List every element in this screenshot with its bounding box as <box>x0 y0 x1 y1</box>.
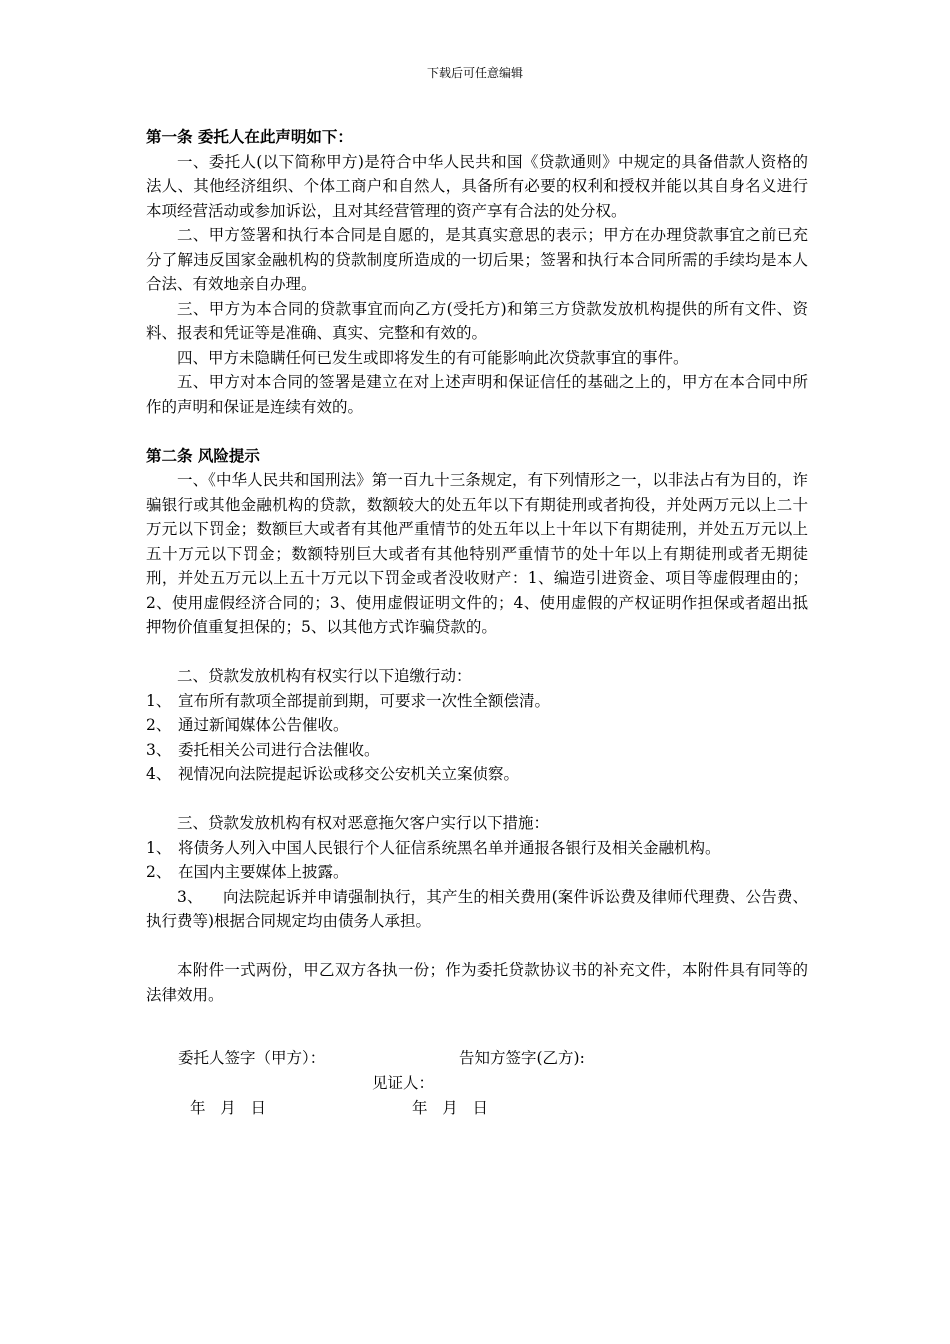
date-party-a: 年 月 日 <box>190 1099 267 1117</box>
list-item: 2、 通过新闻媒体公告催收。 <box>146 716 349 734</box>
section2-para2-intro: 二、贷款发放机构有权实行以下追缴行动： <box>177 667 472 685</box>
closing-paragraph: 本附件一式两份，甲乙双方各执一份；作为委托贷款协议书的补充文件，本附件具有同等的法律效用。 <box>146 961 808 1004</box>
list-item-wrapped: 3、 向法院起诉并申请强制执行，其产生的相关费用(案件诉讼费及律师代理费、公告费、执行费等)根据合同规定均由债务人承担。 <box>146 887 808 930</box>
section1-item-3: 三、甲方为本合同的贷款事宜而向乙方(受托方)和第三方贷款发放机构提供的所有文件、资料、报表和凭证等是准确、真实、完整和有效的。 <box>146 299 808 342</box>
section1-item-1: 一、委托人(以下简称甲方)是符合中华人民共和国《贷款通则》中规定的具备借款人资格的法人、其他经济组织、个体工商户和自然人，具备所有必要的权利和授权并能以其自身名义进行本项经营活动或参加诉讼，且对其经营管理的资产享有合法的处分权。 <box>146 152 808 220</box>
page-header: 下载后可任意编辑 <box>426 66 523 80</box>
list-item: 1、 将债务人列入中国人民银行个人征信系统黑名单并通报各银行及相关金融机构。 <box>146 838 721 857</box>
section1-item-2: 二、甲方签署和执行本合同是自愿的，是其真实意思的表示；甲方在办理贷款事宜之前已充分了解违反国家金融机构的贷款制度所造成的一切后果；签署和执行本合同所需的手续均是本人合法、有效地亲自办理。 <box>146 226 808 293</box>
section1-item-5: 五、甲方对本合同的签署是建立在对上述声明和保证信任的基础之上的，甲方在本合同中所作的声明和保证是连续有效的。 <box>146 373 808 416</box>
list-item: 4、 视情况向法院提起诉讼或移交公安机关立案侦察。 <box>146 765 520 783</box>
section1-title: 第一条 委托人在此声明如下： <box>146 127 353 146</box>
section1-item-4: 四、甲方未隐瞒任何已发生或即将发生的有可能影响此次贷款事宜的事件。 <box>177 348 689 367</box>
date-party-b: 年 月 日 <box>412 1099 489 1117</box>
list-item: 1、 宣布所有款项全部提前到期，可要求一次性全额偿清。 <box>146 691 551 710</box>
section2-para1: 一、《中华人民共和国刑法》第一百九十三条规定，有下列情形之一，以非法占有为目的，诈骗银行或其他金融机构的贷款，数额较大的处五年以下有期徒刑或者拘役，并处两万元以上二十万元以下罚金；数额巨大或者有其他严重情节的处五年以上十年以下有期徒刑，并处五万元以上五十万元以下罚金；数额特别巨大或者有其他特别严重情节的处十年以上有期徒刑或者无期徒刑，并处五万元以上五十万元以下罚金或者没收财产：1、编造引进资金、项目等虚假理由的；2、使用虚假经济合同的；3、使用虚假证明文件的；4、使用虚假的产权证明作担保或者超出抵押物价值重复担保的；5、以其他方式诈骗贷款的。 <box>146 471 808 636</box>
section2-title: 第二条 风险提示 <box>146 445 260 465</box>
document-body <box>146 125 808 1007</box>
signature-witness: 见证人： <box>372 1074 435 1092</box>
list-item: 3、 委托相关公司进行合法催收。 <box>146 740 380 759</box>
signature-party-b: 告知方签字(乙方): <box>459 1049 585 1067</box>
signature-party-a: 委托人签字（甲方）： <box>178 1049 326 1067</box>
section2-para3-intro: 三、贷款发放机构有权对恶意拖欠客户实行以下措施： <box>177 814 550 832</box>
list-item: 2、 在国内主要媒体上披露。 <box>146 863 349 881</box>
